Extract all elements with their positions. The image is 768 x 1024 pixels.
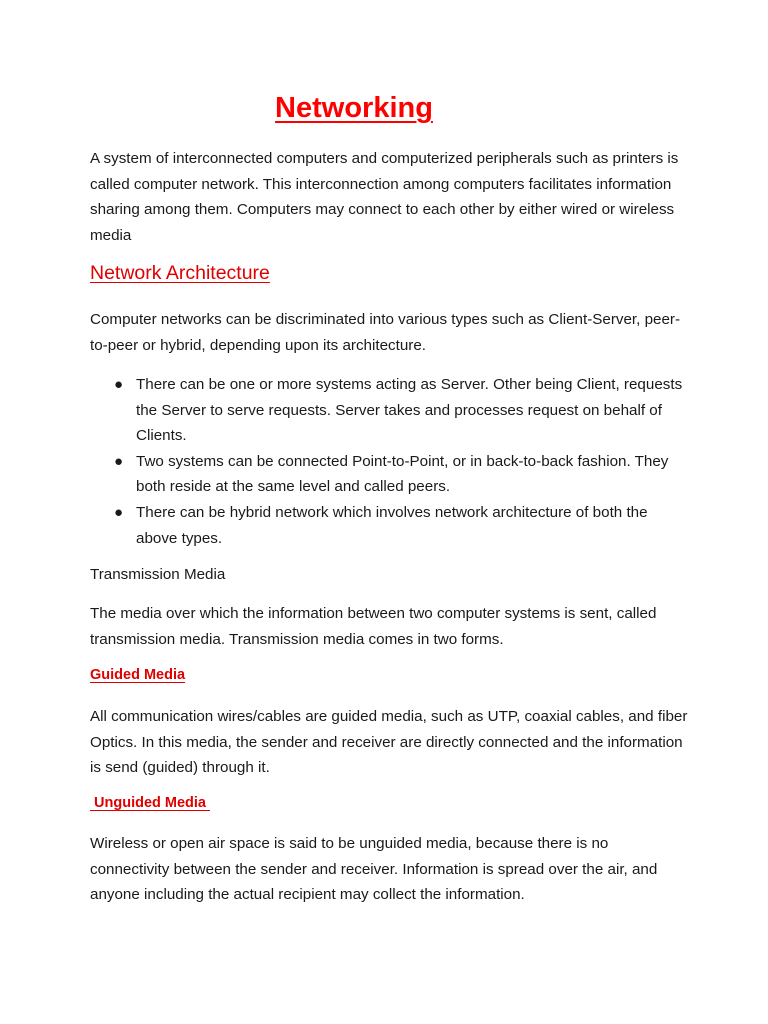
unguided-media-paragraph: Wireless or open air space is said to be unguided media, because there is no connectivity between the sender and receiver. Information is spread over the air, and anyone including the actual recipient may collect the information. [90,835,658,903]
intro-paragraph: A system of interconnected computers and computerized peripherals such as printers is called computer network. This interconnection among computers facilitates information sharing among them. Computers may connect to each other by either wired or wireless media [90,150,679,244]
transmission-media-label: Transmission Media [90,566,226,583]
section-heading-unguided-media: Unguided Media [90,795,211,811]
list-item [112,500,692,551]
section-heading-guided-media: Guided Media [90,667,186,683]
architecture-bullet-list [112,372,692,551]
bullet-icon: ● [114,503,124,521]
bullet-icon: ● [114,452,124,470]
list-item [112,449,692,500]
list-item-text: There can be one or more systems acting as Server. Other being Client, requests the Server to serve requests. Server takes and processes request on behalf of Clients. [136,376,683,445]
list-item [112,372,692,449]
page-title: Networking [275,92,433,124]
architecture-paragraph: Computer networks can be discriminated into various types such as Client-Server, peer-to-peer or hybrid, depending upon its architecture. [90,311,681,354]
transmission-media-paragraph: The media over which the information between two computer systems is sent, called transmission media. Transmission media comes in two forms. [90,605,657,648]
guided-media-paragraph: All communication wires/cables are guided media, such as UTP, coaxial cables, and fiber Optics. In this media, the sender and receiver are directly connected and the information is send (guided) through it. [90,708,688,776]
list-item-text: Two systems can be connected Point-to-Point, or in back-to-back fashion. They both reside at the same level and called peers. [136,452,669,496]
list-item-text: There can be hybrid network which involves network architecture of both the above types. [136,503,648,547]
section-heading-network-architecture: Network Architecture [90,262,270,284]
bullet-icon: ● [114,376,124,393]
